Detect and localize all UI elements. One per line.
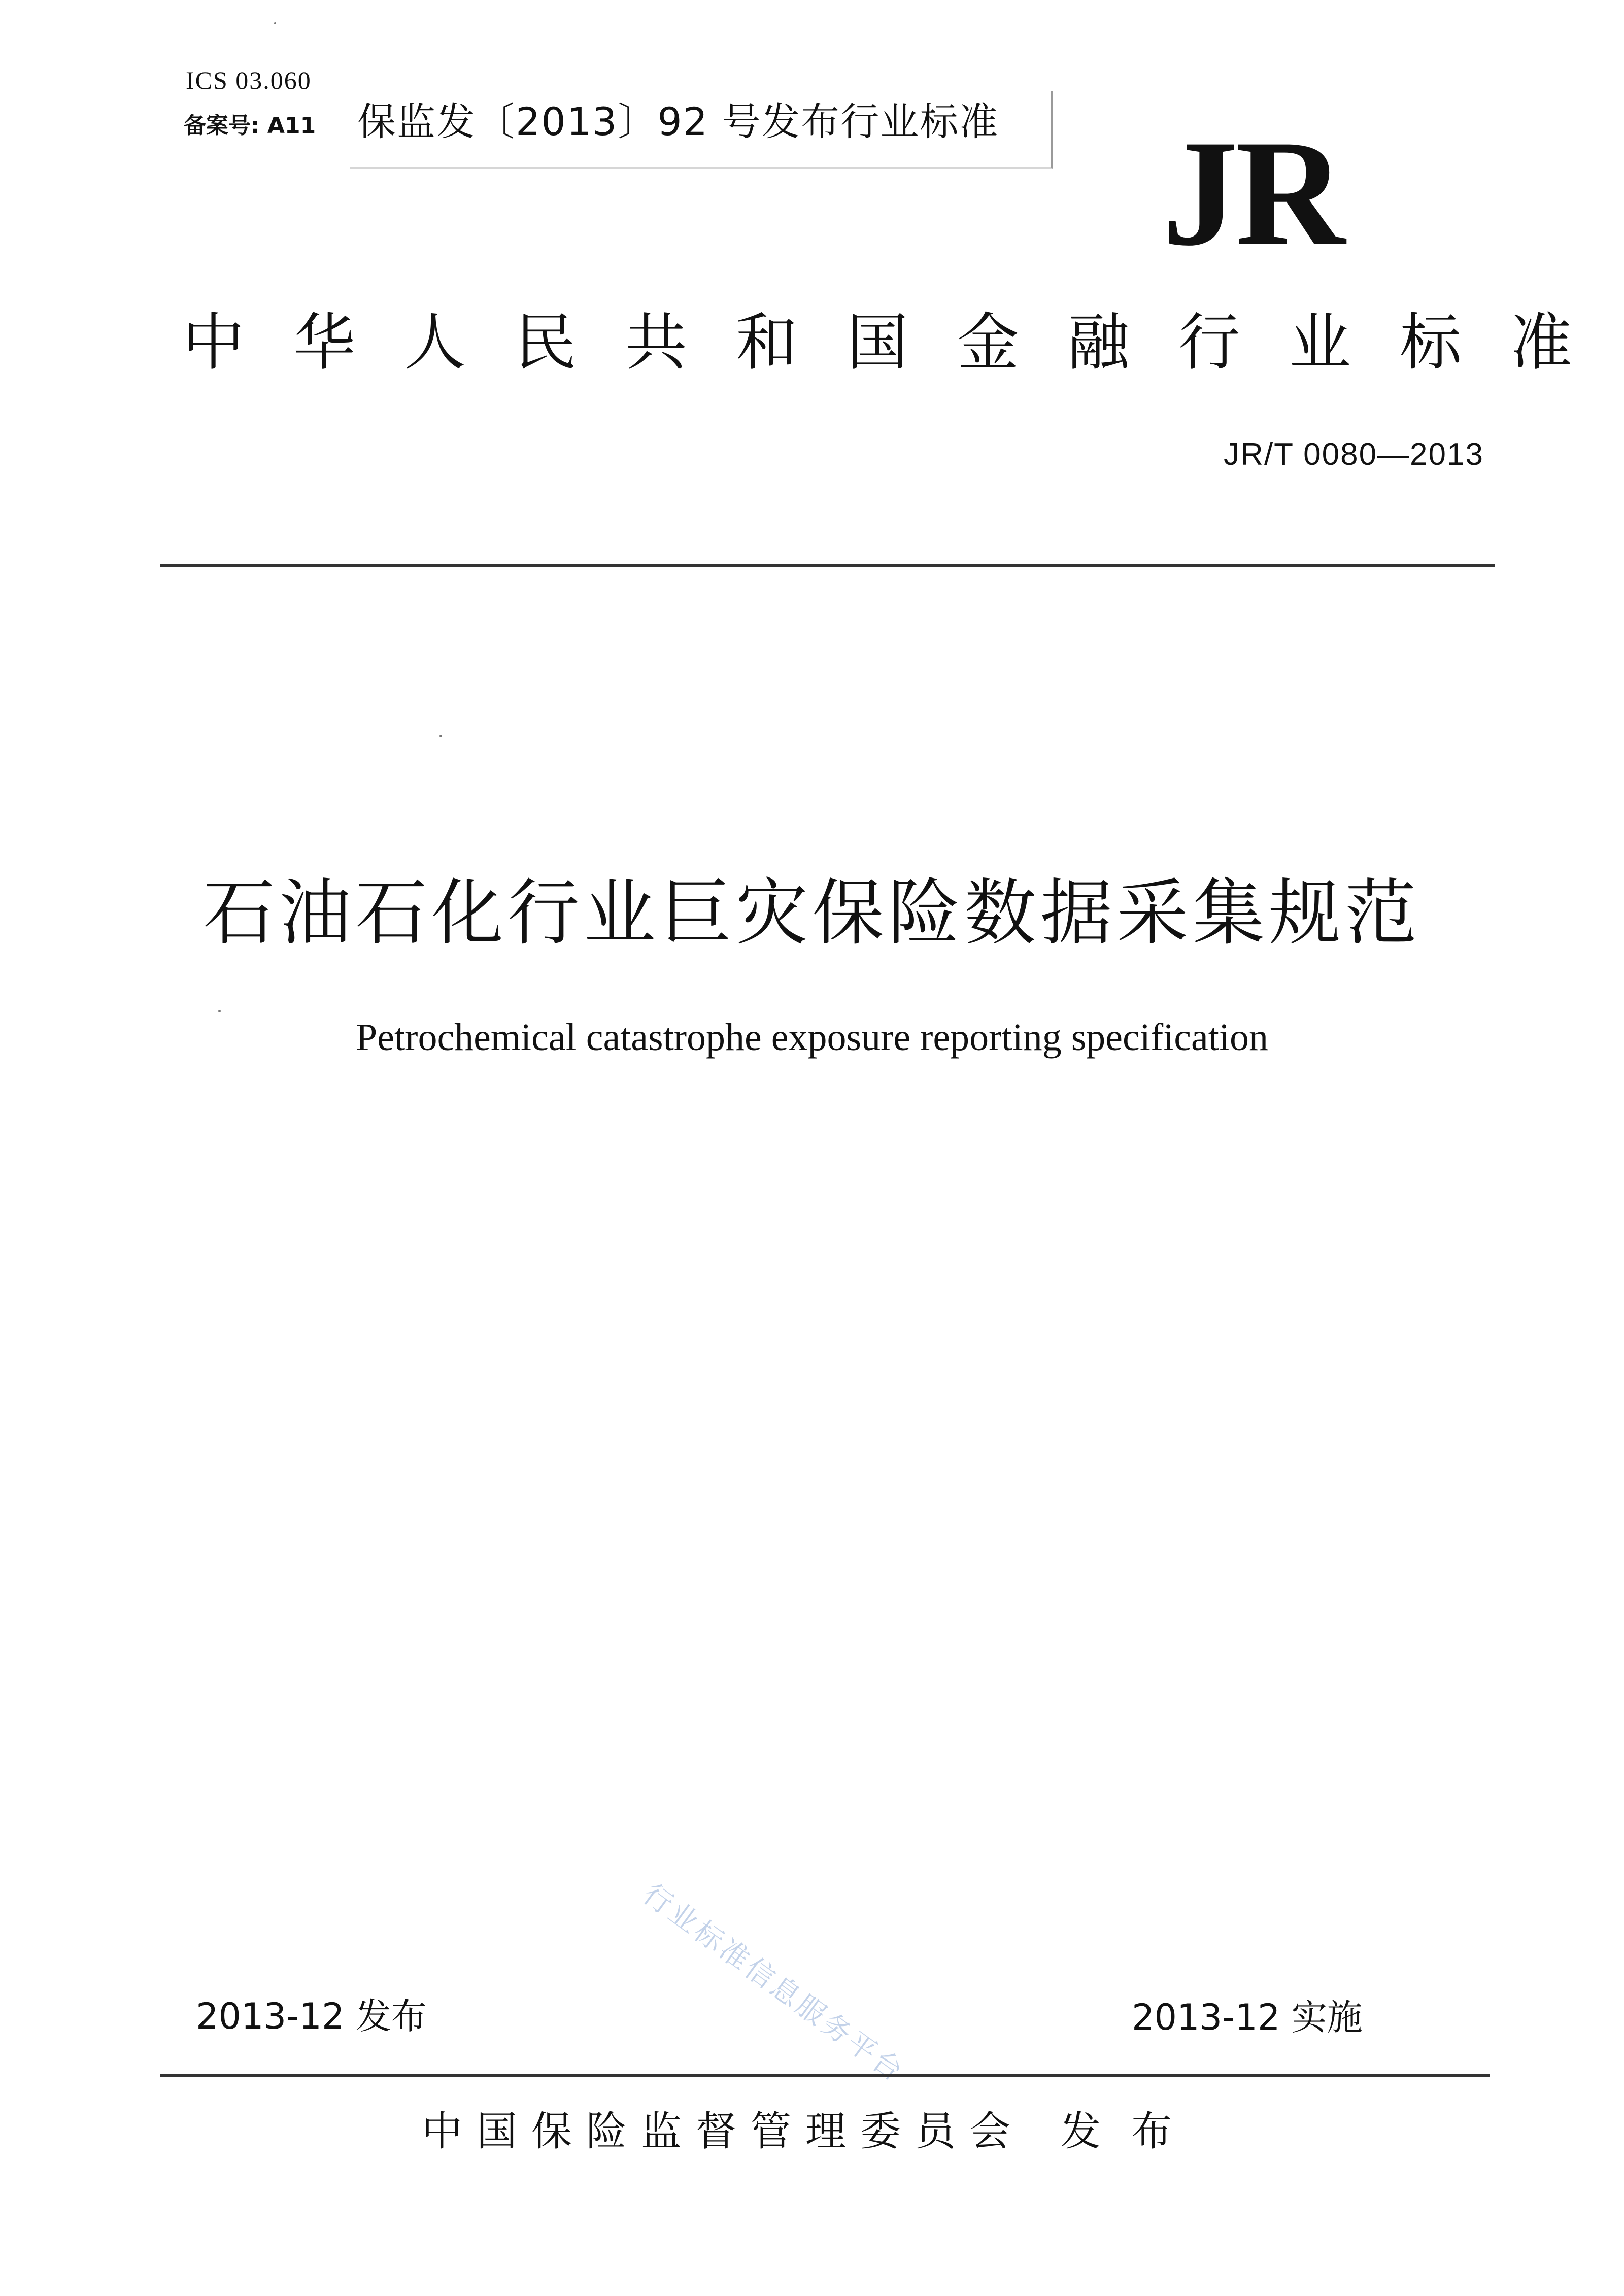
issue-date: 2013-12 发布 — [196, 1996, 427, 2037]
issuer-action: 发布 — [1060, 2108, 1202, 2155]
standard-number: JR/T 0080—2013 — [1224, 437, 1484, 472]
ics-code: ICS 03.060 — [186, 66, 312, 94]
bottom-divider — [160, 2074, 1490, 2077]
scan-speck — [218, 1010, 221, 1012]
record-number: 备案号: A11 — [184, 113, 316, 139]
jr-logo: JR — [1162, 109, 1342, 277]
scan-speck — [439, 735, 442, 737]
issuer-line — [0, 2106, 1624, 2157]
stamp-text: 保监发〔2013〕92 号发布行业标准 — [357, 99, 999, 144]
standard-category: 中华人民共和国金融行业标准 — [183, 307, 1621, 379]
issuance-stamp — [350, 91, 1053, 169]
top-divider — [160, 564, 1495, 567]
document-title-en: Petrochemical catastrophe exposure reporting specification — [356, 1016, 1268, 1059]
document-title-cn: 石油石化行业巨灾保险数据采集规范 — [203, 871, 1421, 955]
issuer-organization: 中国保险监督管理委员会 — [422, 2108, 1025, 2155]
implementation-date: 2013-12 实施 — [1132, 1997, 1363, 2038]
scan-speck — [274, 22, 276, 24]
watermark: 行业标准信息服务平台 — [636, 1877, 911, 2089]
